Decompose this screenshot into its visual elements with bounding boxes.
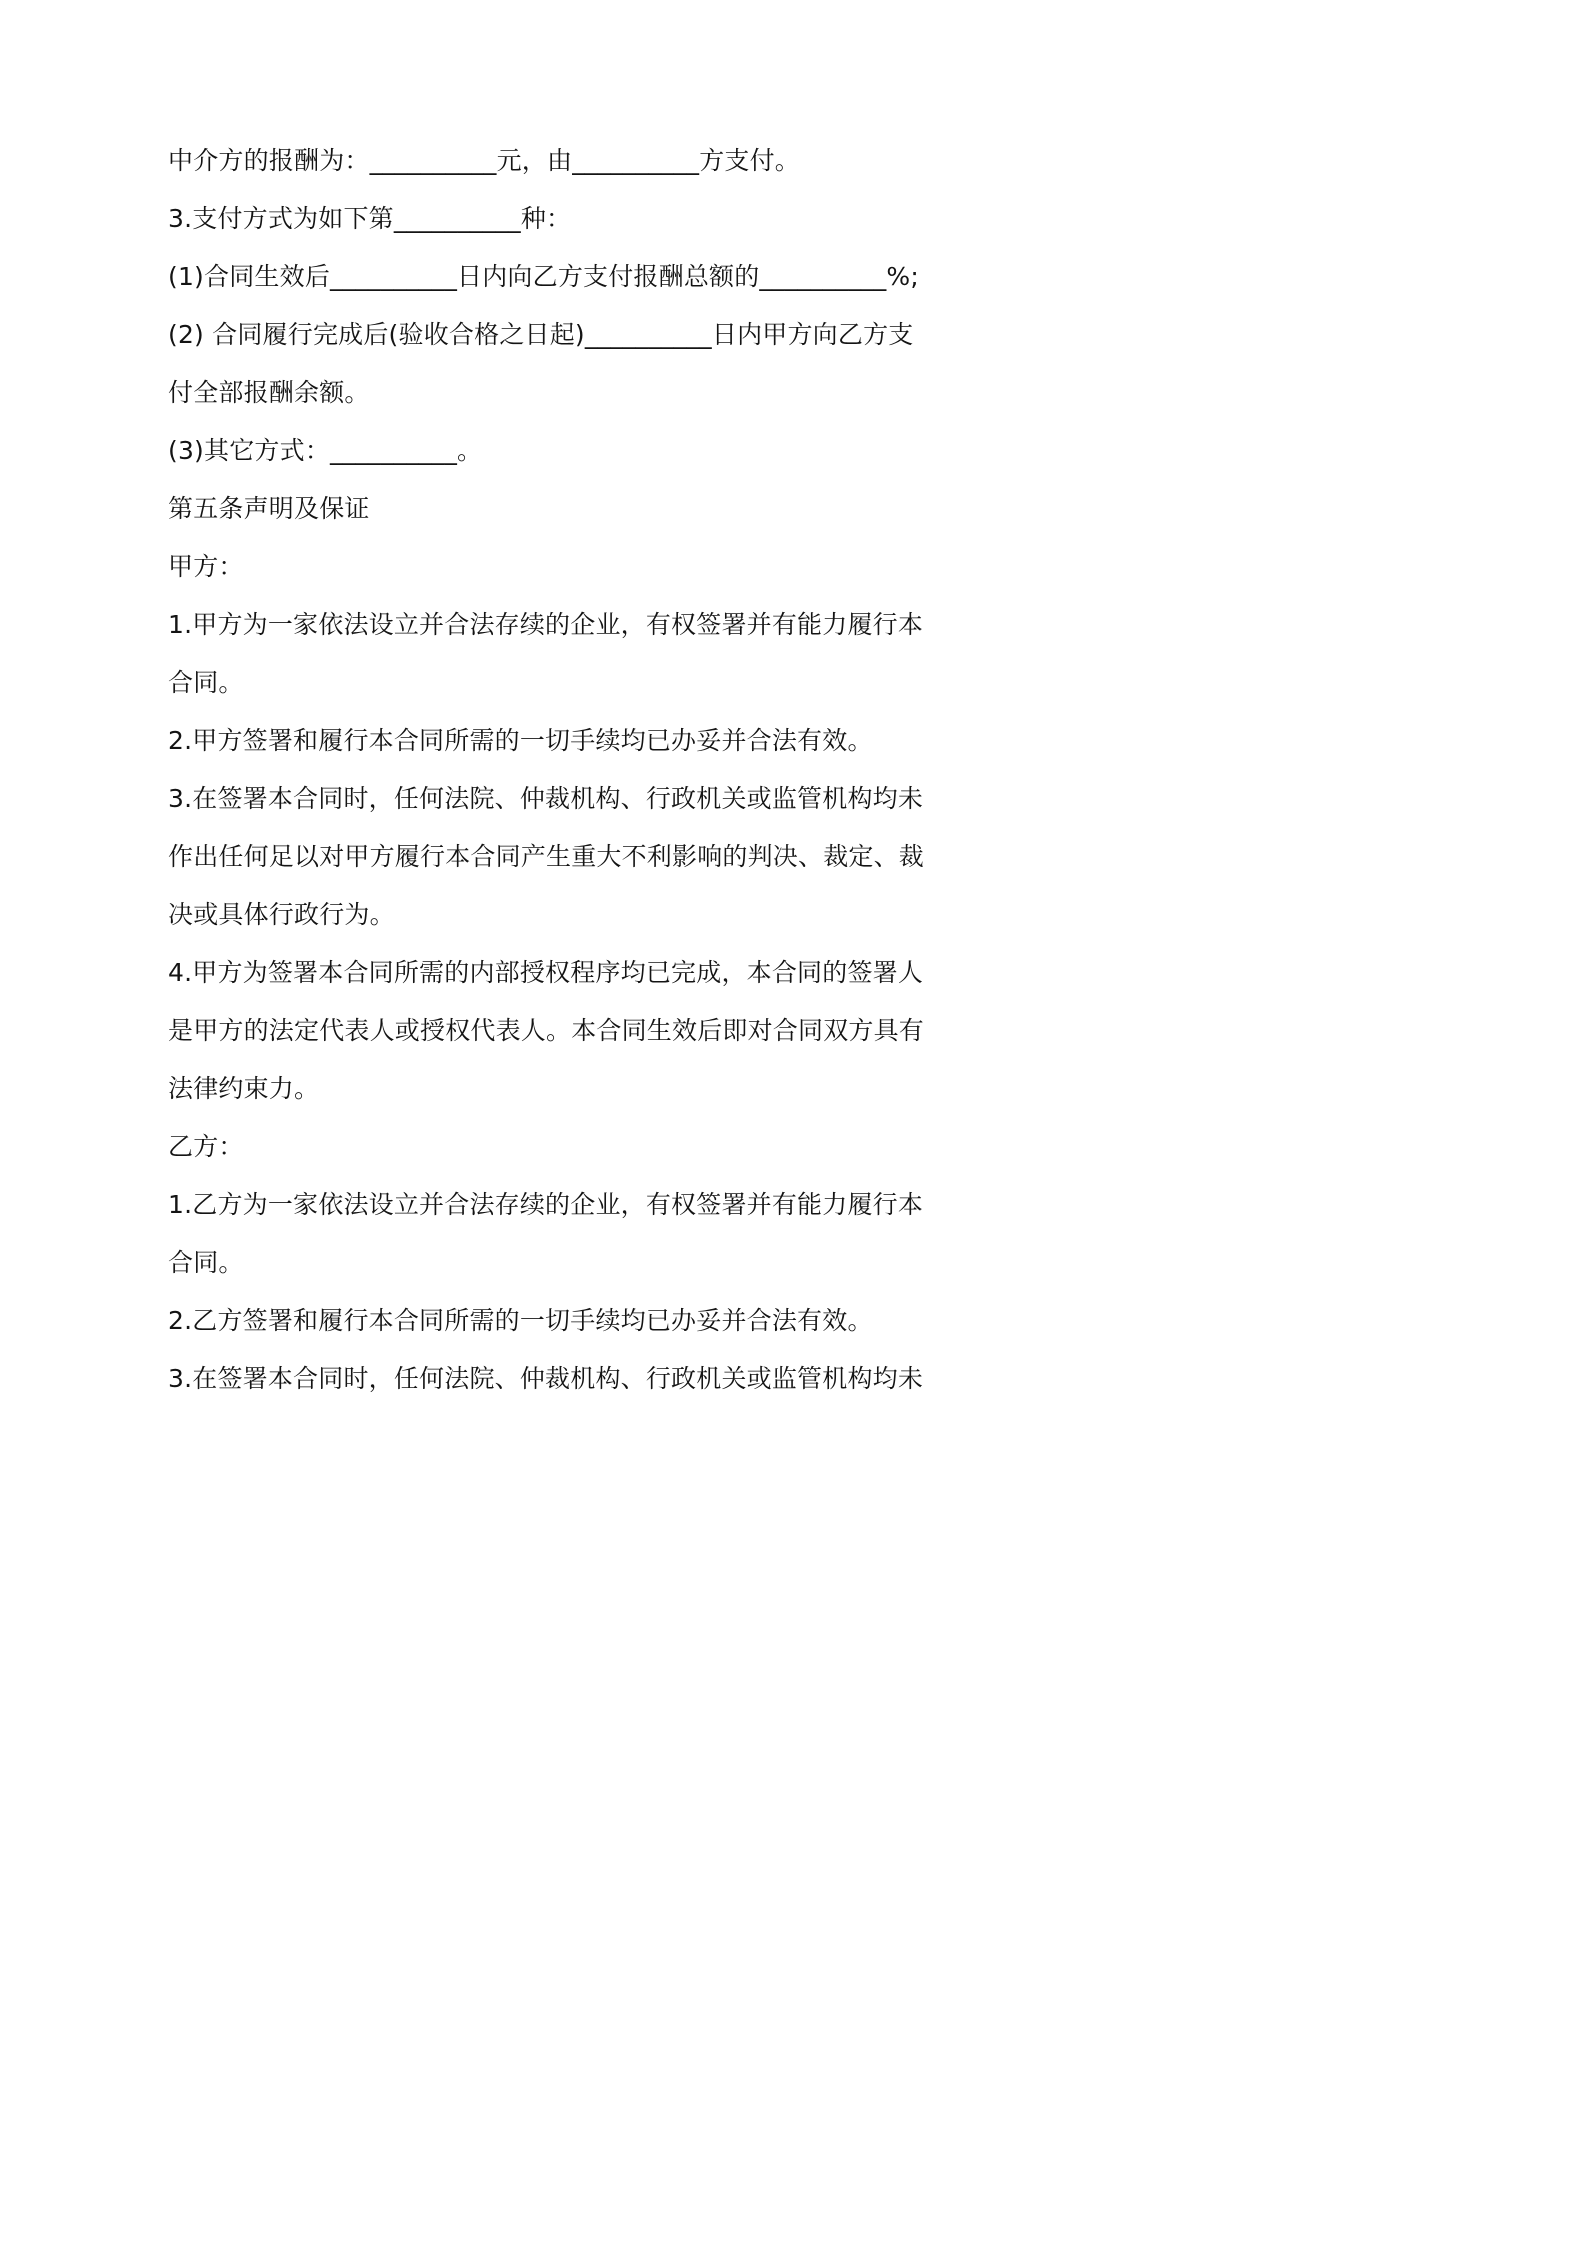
text-line-b2: 2.乙方签署和履行本合同所需的一切手续均已办妥并合法有效。: [168, 1306, 873, 1335]
party-a-heading: 甲方：: [168, 552, 244, 581]
section-heading-article-5: 第五条声明及保证: [168, 494, 370, 523]
document-page: [0, 0, 1100, 1556]
text-line-a3-cont-2: 决或具体行政行为。: [168, 900, 395, 929]
text-line-b1: 1.乙方为一家依法设立并合法存续的企业，有权签署并有能力履行本: [168, 1190, 924, 1219]
text-line-option-2: (2) 合同履行完成后(验收合格之日起)__________日内甲方向乙方支: [168, 320, 914, 349]
document-body: [168, 132, 958, 1408]
text-line-option-2-cont: 付全部报酬余额。: [168, 378, 370, 407]
text-line-a4-cont-1: 是甲方的法定代表人或授权代表人。本合同生效后即对合同双方具有: [168, 1016, 925, 1045]
text-line-a2: 2.甲方签署和履行本合同所需的一切手续均已办妥并合法有效。: [168, 726, 873, 755]
text-line-b1-cont: 合同。: [168, 1248, 244, 1277]
text-line-agent-fee: 中介方的报酬为：__________元，由__________方支付。: [168, 146, 801, 175]
text-line-payment-method: 3.支付方式为如下第__________种：: [168, 204, 572, 233]
party-b-heading: 乙方：: [168, 1132, 244, 1161]
text-line-a4-cont-2: 法律约束力。: [168, 1074, 320, 1103]
text-line-a3-cont-1: 作出任何足以对甲方履行本合同产生重大不利影响的判决、裁定、裁: [168, 842, 925, 871]
text-line-b3: 3.在签署本合同时，任何法院、仲裁机构、行政机关或监管机构均未: [168, 1364, 924, 1393]
text-line-option-1: (1)合同生效后__________日内向乙方支付报酬总额的__________%;: [168, 262, 919, 291]
text-line-a1: 1.甲方为一家依法设立并合法存续的企业，有权签署并有能力履行本: [168, 610, 924, 639]
text-line-a3: 3.在签署本合同时，任何法院、仲裁机构、行政机关或监管机构均未: [168, 784, 924, 813]
text-line-a1-cont: 合同。: [168, 668, 244, 697]
text-line-a4: 4.甲方为签署本合同所需的内部授权程序均已完成，本合同的签署人: [168, 958, 924, 987]
text-line-option-3: (3)其它方式：__________。: [168, 436, 483, 465]
